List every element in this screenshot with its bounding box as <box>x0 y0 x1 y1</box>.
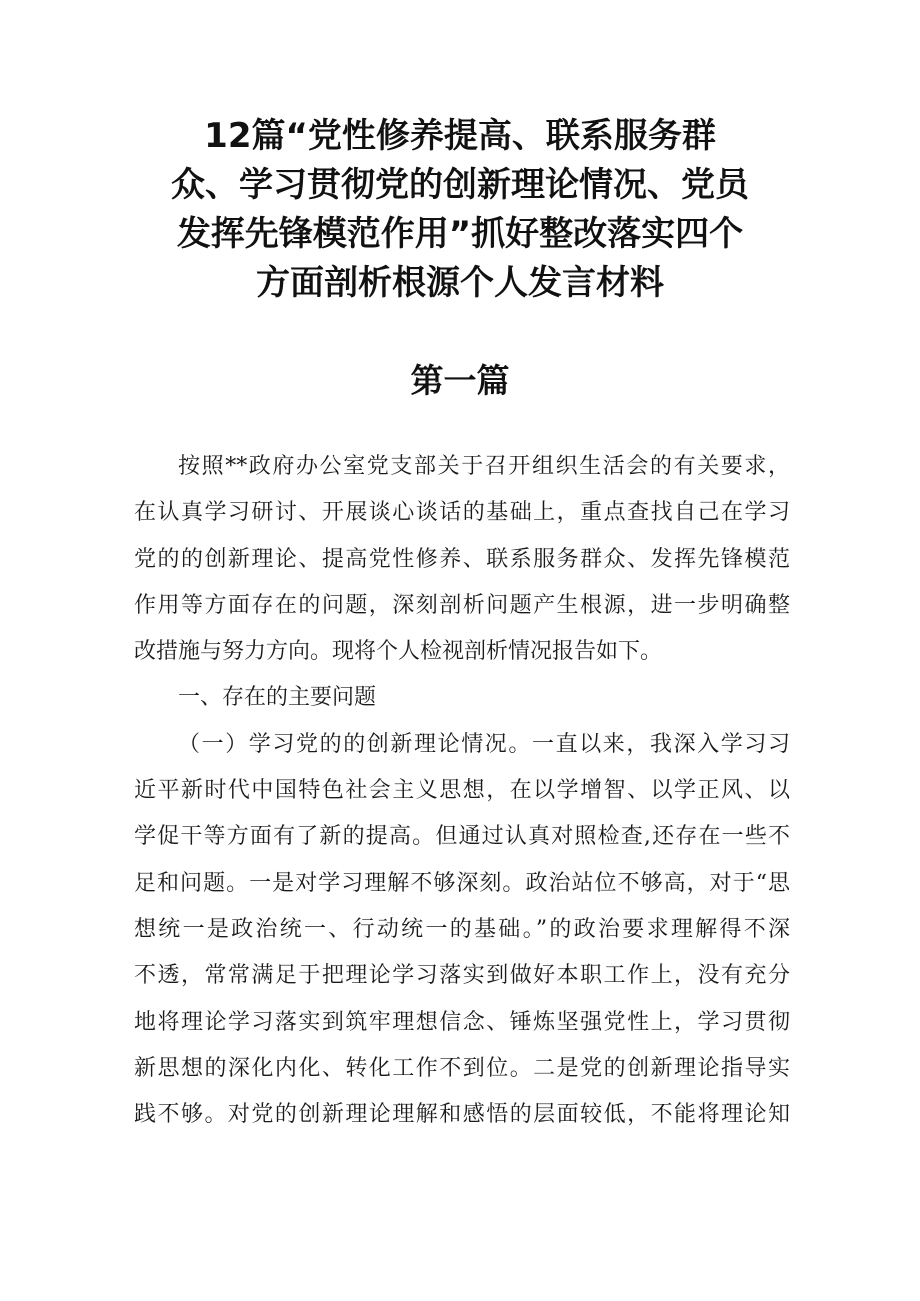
chapter-title: 第一篇 <box>410 361 510 400</box>
paragraph-line: 践不够。对党的创新理论理解和感悟的层面较低，不能将理论知 <box>134 1102 790 1128</box>
intro-paragraph <box>134 444 790 675</box>
paragraph-line: 学促干等方面有了新的提高。但通过认真对照检查,还存在一些不 <box>134 824 790 850</box>
title-line: 众、学习贯彻党的创新理论情况、党员 <box>171 165 749 205</box>
paragraph-line: 地将理论学习落实到筑牢理想信念、锤炼坚强党性上，学习贯彻 <box>134 1009 790 1035</box>
paragraph-line: 按照**政府办公室党支部关于召开组织生活会的有关要求， <box>178 454 790 479</box>
paragraph-line: 在认真学习研讨、开展谈心谈话的基础上，重点查找自己在学习 <box>134 500 790 526</box>
paragraph-line: 新思想的深化内化、转化工作不到位。二是党的创新理论指导实 <box>134 1055 790 1081</box>
section-heading: 一、存在的主要问题 <box>178 685 377 711</box>
paragraph-line: 想统一是政治统一、行动统一的基础。”的政治要求理解得不深 <box>134 916 790 942</box>
paragraph-line: 党的的创新理论、提高党性修养、联系服务群众、发挥先锋模范 <box>134 546 790 572</box>
paragraph-line: （一）学习党的的创新理论情况。一直以来，我深入学习习 <box>178 731 790 757</box>
title-line: 方面剖析根源个人发言材料 <box>256 263 664 303</box>
title-line: 12篇“党性修养提高、联系服务群 <box>204 116 716 156</box>
paragraph-line: 改措施与努力方向。现将个人检视剖析情况报告如下。 <box>134 639 663 665</box>
paragraph-line: 近平新时代中国特色社会主义思想，在以学增智、以学正风、以 <box>134 778 790 804</box>
document-title <box>120 112 800 308</box>
subsection-paragraph <box>134 722 790 1139</box>
paragraph-line: 不透，常常满足于把理论学习落实到做好本职工作上，没有充分 <box>134 963 790 989</box>
paragraph-line: 作用等方面存在的问题，深刻剖析问题产生根源，进一步明确整 <box>134 592 790 618</box>
paragraph-line: 足和问题。一是对学习理解不够深刻。政治站位不够高，对于“思 <box>134 870 790 896</box>
document-body <box>134 444 790 1138</box>
title-line: 发挥先锋模范作用”抓好整改落实四个 <box>176 214 744 254</box>
